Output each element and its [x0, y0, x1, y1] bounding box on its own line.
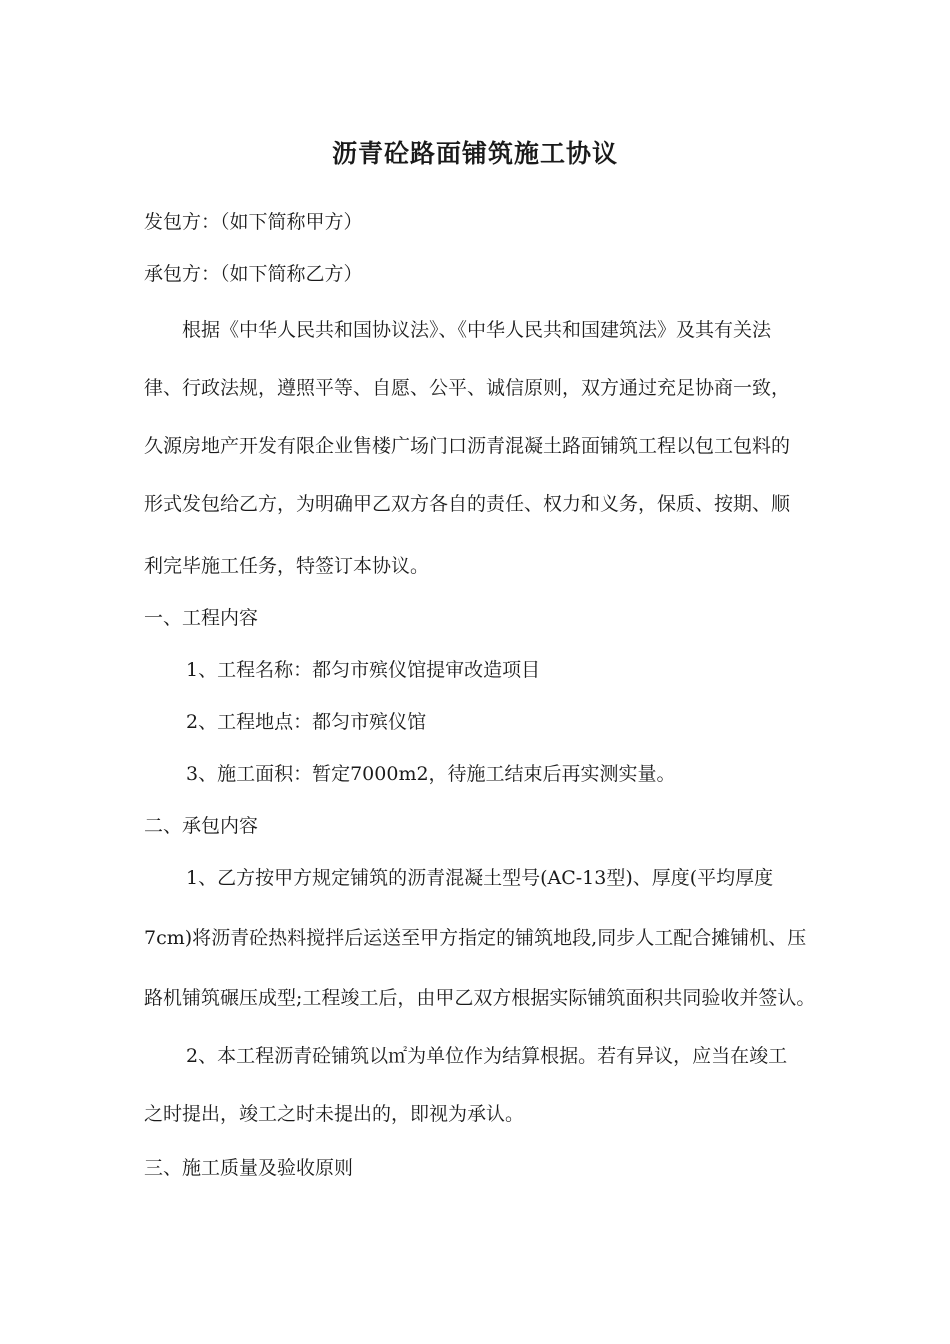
section-2-p1-line-3: 路机铺筑碾压成型;工程竣工后，由甲乙双方根据实际铺筑面积共同验收并签认。: [144, 987, 816, 1009]
section-2-p1-line-1: 1、乙方按甲方规定铺筑的沥青混凝土型号(AC-13型)、厚度(平均厚度: [186, 867, 774, 889]
party-a-line: 发包方：（如下简称甲方）: [144, 211, 363, 233]
section-1-heading: 一、工程内容: [144, 607, 259, 629]
party-b-line: 承包方：（如下简称乙方）: [144, 263, 363, 285]
section-1-item-3: 3、施工面积：暂定7000m2，待施工结束后再实测实量。: [186, 763, 676, 785]
section-2-heading: 二、承包内容: [144, 815, 259, 837]
intro-line-2: 律、行政法规，遵照平等、自愿、公平、诚信原则，双方通过充足协商一致，: [144, 377, 791, 399]
section-3-heading: 三、施工质量及验收原则: [144, 1157, 354, 1179]
section-2-p1-line-2: 7cm)将沥青砼热料搅拌后运送至甲方指定的铺筑地段,同步人工配合摊铺机、压: [144, 927, 807, 949]
intro-line-1: 根据《中华人民共和国协议法》、《中华人民共和国建筑法》及其有关法: [182, 319, 772, 341]
intro-line-4: 形式发包给乙方，为明确甲乙双方各自的责任、权力和义务，保质、按期、顺: [144, 493, 791, 515]
page-title: 沥青砼路面铺筑施工协议: [331, 139, 618, 168]
intro-line-3: 久源房地产开发有限企业售楼广场门口沥青混凝土路面铺筑工程以包工包料的: [144, 435, 791, 457]
section-1-item-1: 1、工程名称：都匀市殡仪馆提审改造项目: [186, 659, 541, 681]
intro-line-5: 利完毕施工任务，特签订本协议。: [144, 555, 430, 577]
section-2-p2-line-1: 2、本工程沥青砼铺筑以㎡为单位作为结算根据。若有异议，应当在竣工: [186, 1045, 788, 1067]
section-1-item-2: 2、工程地点：都匀市殡仪馆: [186, 711, 427, 733]
section-2-p2-line-2: 之时提出，竣工之时未提出的，即视为承认。: [144, 1103, 525, 1125]
